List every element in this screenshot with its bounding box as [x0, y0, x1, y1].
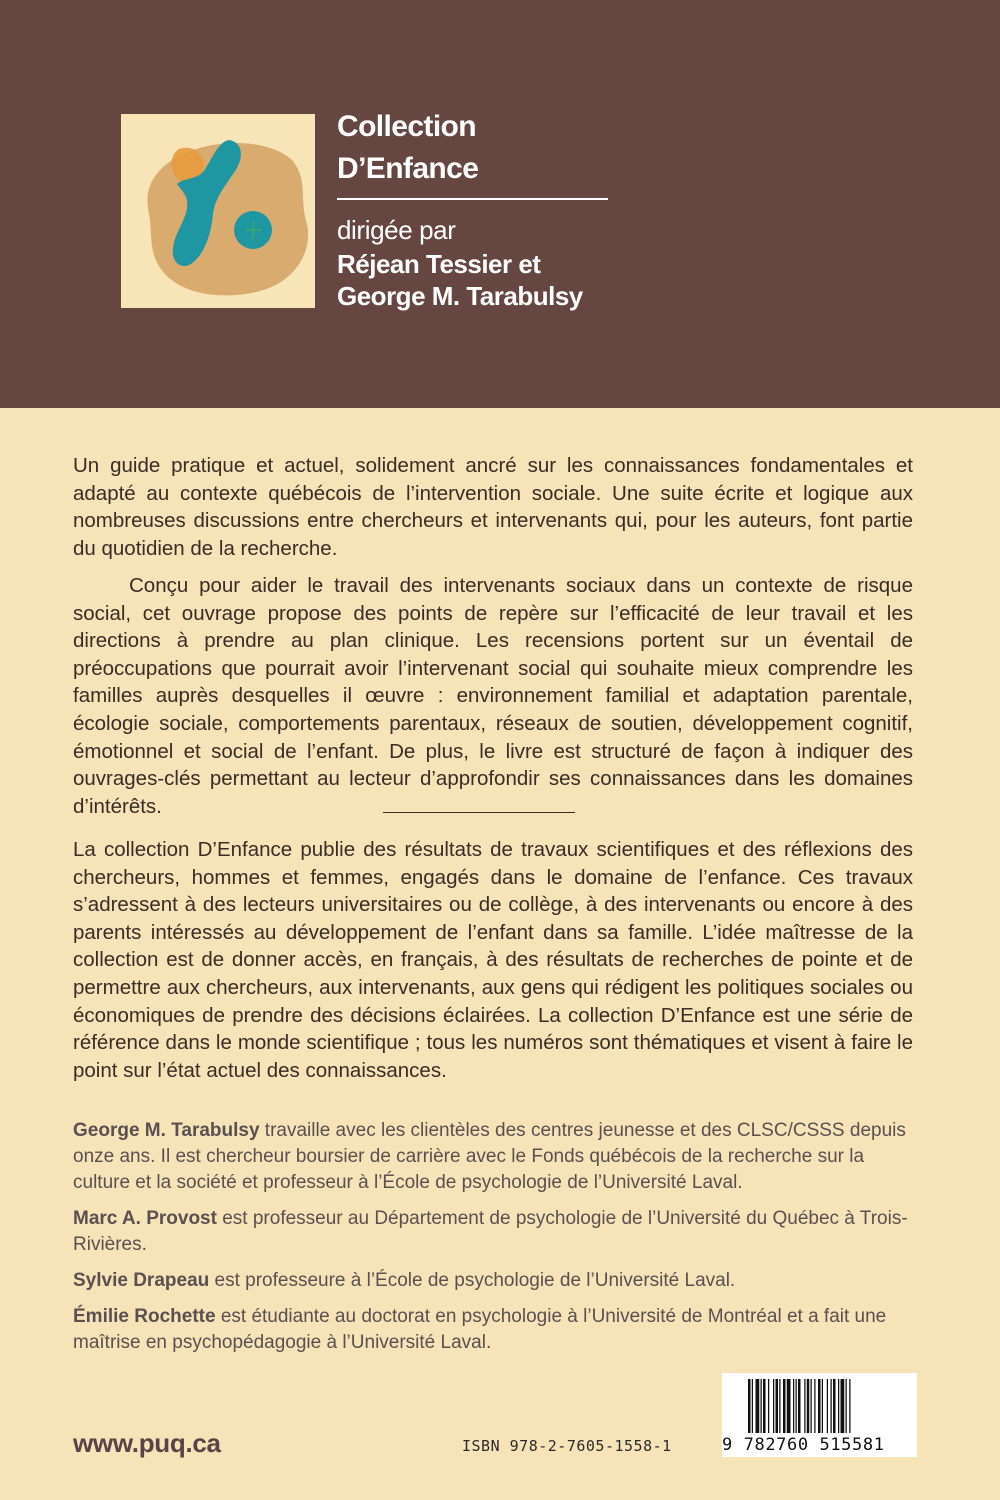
- barcode-digits: 9 782760 515581: [722, 1435, 885, 1455]
- author-name: Émilie Rochette: [73, 1306, 216, 1327]
- isbn-barcode: [722, 1373, 917, 1457]
- barcode-bar: [849, 1379, 850, 1433]
- series-title: [337, 106, 478, 190]
- section-divider: [383, 812, 575, 813]
- summary-text-1: Un guide pratique et actuel, solidement ancré sur les connaissances fondamentales et adapté au contexte québécois de l’intervention sociale. Une suite écrite et logique aux nombreuses discussions entre chercheurs et intervenants qui, pour les auteurs, font partie du quotidien de la recherche.: [73, 454, 913, 560]
- author-bio-text: est professeur au Département de psychologie de l’Université du Québec à Trois-Rivières.: [73, 1208, 908, 1255]
- barcode-bar: [748, 1379, 751, 1433]
- barcode-bar: [811, 1379, 812, 1433]
- series-title-line2: D’Enfance: [337, 152, 479, 185]
- author-bio-text: est professeure à l’École de psychologie de l’Université Laval.: [209, 1270, 736, 1291]
- barcode-bar: [841, 1379, 845, 1433]
- title-divider: [337, 198, 608, 200]
- barcode-bar: [763, 1379, 766, 1433]
- barcode-bar: [807, 1379, 810, 1433]
- barcode-bar: [761, 1379, 762, 1433]
- barcode-bar: [838, 1379, 839, 1433]
- barcode-bar: [783, 1379, 786, 1433]
- barcode-bar: [796, 1379, 797, 1433]
- publisher-website[interactable]: www.puq.ca: [73, 1428, 221, 1458]
- barcode-bar: [804, 1379, 805, 1433]
- barcode-bar: [814, 1379, 815, 1433]
- barcode-bar: [752, 1379, 753, 1433]
- author-name: Sylvie Drapeau: [73, 1270, 210, 1291]
- barcode-bar: [798, 1379, 801, 1433]
- barcode-bar: [846, 1379, 847, 1433]
- barcode-bar: [779, 1379, 780, 1433]
- editor-line1: Réjean Tessier et: [337, 249, 541, 279]
- author-name: George M. Tarabulsy: [73, 1120, 260, 1141]
- series-title-line1: Collection: [337, 110, 477, 143]
- author-bio: [73, 1304, 913, 1356]
- author-bios: [73, 1118, 913, 1366]
- editor-line2: George M. Tarabulsy: [337, 281, 583, 311]
- collection-logo-artwork: [121, 114, 315, 308]
- summary-paragraph-2: [73, 572, 913, 820]
- barcode-bar: [793, 1379, 794, 1433]
- author-bio-text: est étudiante au doctorat en psychologie à l’Université de Montréal et a fait une maîtrise en psychopédagogie à l’Université Laval.: [73, 1306, 887, 1353]
- collection-description: [73, 836, 913, 1084]
- barcode-bar: [776, 1379, 779, 1433]
- directed-by-label: dirigée par: [337, 215, 456, 245]
- barcode-bar: [822, 1379, 823, 1433]
- barcode-bar: [768, 1379, 769, 1433]
- barcode-bar: [833, 1379, 836, 1433]
- collection-logo: [121, 114, 315, 308]
- author-name: Marc A. Provost: [73, 1208, 217, 1229]
- series-editors: [337, 248, 583, 312]
- author-bio: [73, 1268, 913, 1294]
- barcode-bar: [827, 1379, 828, 1433]
- barcode-bar: [773, 1379, 774, 1433]
- isbn-number: ISBN 978-2-7605-1558-1: [462, 1437, 672, 1455]
- summary-text-2: Conçu pour aider le travail des intervenants sociaux dans un contexte de risque social, cet ouvrage propose des points de repère sur l’efficacité de leur travail et les directions à prendre au plan clinique. Les recensions portent sur un éventail de préoccupations que pourrait avoir l’intervenant social qui souhaite mieux comprendre les familles auprès desquelles il œuvre : environnement familial et adaptation parentale, écologie sociale, comportements parentaux, réseaux de soutien, développement cognitif, émotionnel et social de l’enfant. De plus, le livre est structuré de façon à indiquer des ouvrages-clés permettant au lecteur d’approfondir ses connaissances dans les domaines d’intérêts.: [73, 574, 913, 818]
- barcode-bar: [818, 1379, 821, 1433]
- barcode-bar: [831, 1379, 832, 1433]
- barcode-bar: [787, 1379, 791, 1433]
- collection-text: La collection D’Enfance publie des résultats de travaux scientifiques et des réflexions des chercheurs, hommes et femmes, engagés dans le domaine de l’enfance. Ces travaux s’adressent à des lecteurs universitaires ou de collège, à des intervenants ou encore à des parents intéressés au développement de l’enfant dans sa famille. L’idée maîtresse de la collection est de donner accès, en français, à des résultats de recherches de pointe et de permettre aux chercheurs, aux intervenants, aux gens qui rédigent les politiques sociales ou économiques de prendre des décisions éclairées. La collection D’Enfance est une série de référence dans le monde scientifique ; tous les numéros sont thématiques et visent à faire le point sur l’état actuel des connaissances.: [73, 838, 913, 1082]
- barcode-bars: [722, 1373, 917, 1435]
- summary-paragraph-1: [73, 452, 913, 562]
- barcode-bar: [756, 1379, 760, 1433]
- author-bio-text: travaille avec les clientèles des centres jeunesse et des CLSC/CSSS depuis onze ans. Il est chercheur boursier de carrière avec le Fonds québécois de la recherche sur la culture et la société et professeur à l’École de psychologie de l’Université Laval.: [73, 1120, 906, 1193]
- author-bio: [73, 1118, 913, 1196]
- author-bio: [73, 1206, 913, 1258]
